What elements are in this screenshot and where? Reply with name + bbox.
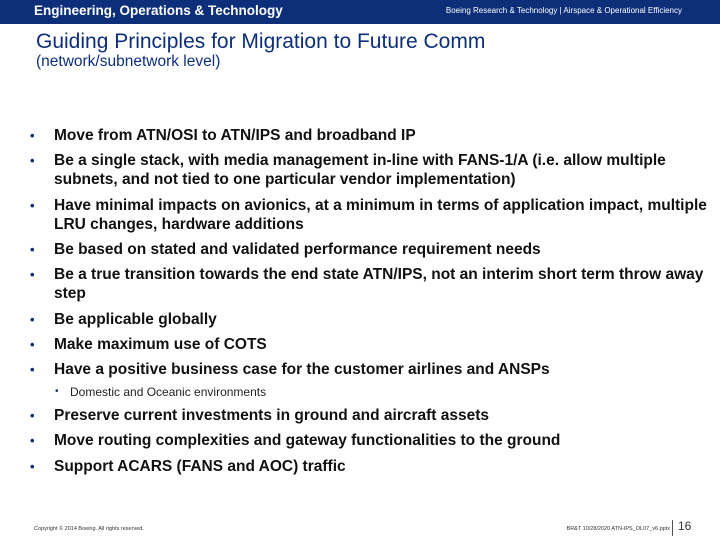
- bullet-item: • Be applicable globally: [30, 310, 710, 329]
- bullet-item: • Move routing complexities and gateway functionalities to the ground: [30, 431, 710, 450]
- bullet-item: • Preserve current investments in ground and aircraft assets: [30, 406, 710, 425]
- brand-title: Engineering, Operations & Technology: [34, 3, 283, 18]
- sub-bullet-item: • Domestic and Oceanic environments: [30, 384, 710, 400]
- bullet-item: • Make maximum use of COTS: [30, 335, 710, 354]
- bullet-item: • Have a positive business case for the customer airlines and ANSPs: [30, 360, 710, 379]
- bullet-item: • Be a single stack, with media management in-line with FANS-1/A (i.e. allow multiple subnets, and not tied to one particular vendor implementation): [30, 151, 710, 189]
- bullet-item: • Be based on stated and validated performance requirement needs: [30, 240, 710, 259]
- document-reference: BR&T 10/28/2020 ATN-IPS_OL07_v6.pptx: [566, 526, 670, 532]
- copyright-notice: Copyright © 2014 Boeing. All rights reserved.: [34, 526, 144, 532]
- header-bar: [0, 0, 720, 24]
- footer-divider: [672, 520, 673, 536]
- bullet-item: • Move from ATN/OSI to ATN/IPS and broadband IP: [30, 126, 710, 145]
- bullet-item: • Be a true transition towards the end state ATN/IPS, not an interim short term throw away step: [30, 265, 710, 303]
- slide-title: Guiding Principles for Migration to Future Comm: [36, 30, 486, 53]
- page-number: 16: [678, 519, 692, 533]
- slide-subtitle: (network/subnetwork level): [36, 53, 221, 70]
- bullet-item: • Support ACARS (FANS and AOC) traffic: [30, 457, 710, 476]
- bullet-list: [30, 126, 710, 482]
- division-label: Boeing Research & Technology | Airspace & Operational Efficiency: [445, 6, 682, 15]
- bullet-item: • Have minimal impacts on avionics, at a minimum in terms of application impact, multiple LRU changes, hardware additions: [30, 196, 710, 234]
